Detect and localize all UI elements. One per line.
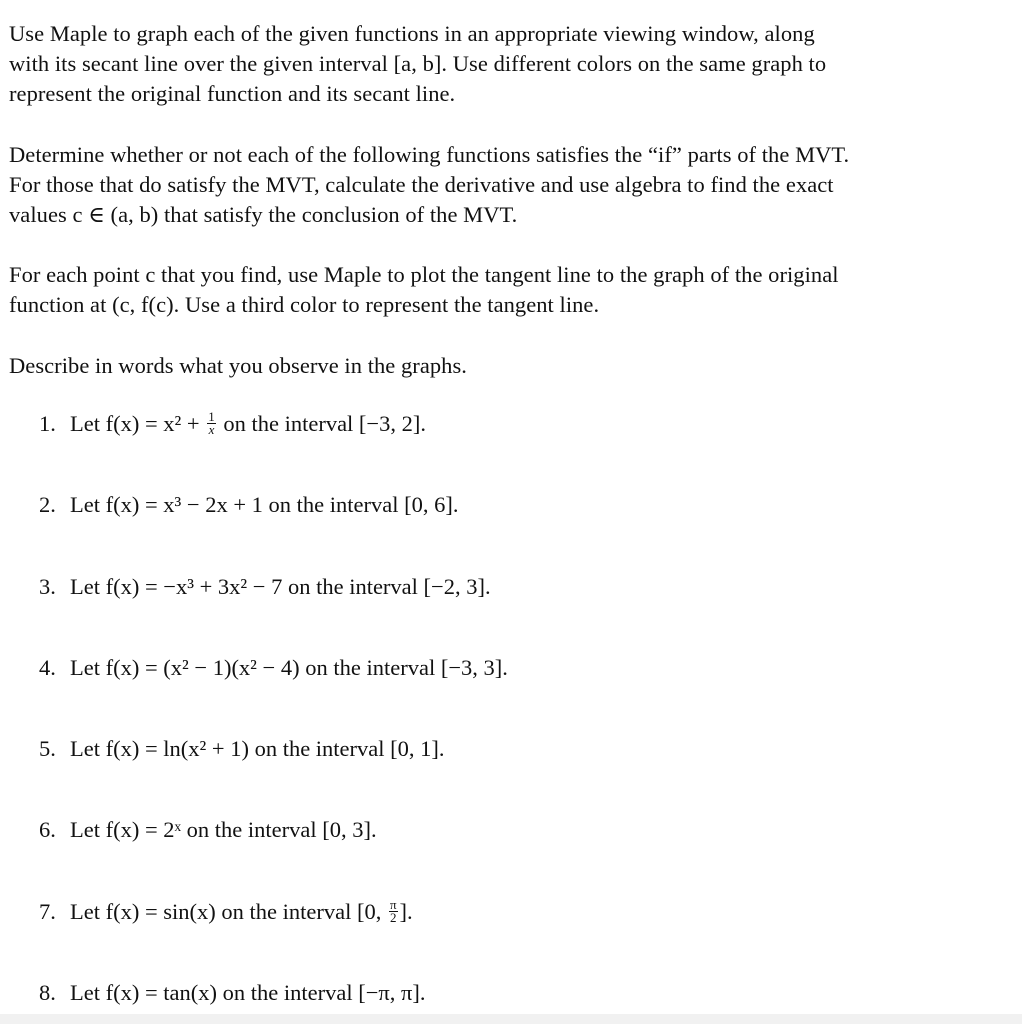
problem-number: 6. xyxy=(39,817,56,842)
problem-item-3 xyxy=(39,572,491,602)
problem-item-5 xyxy=(39,734,445,764)
problem-number: 5. xyxy=(39,736,56,761)
problem-text-lead: Let f(x) = x² + xyxy=(70,411,206,436)
problem-number: 1. xyxy=(39,411,56,436)
intro-p4-line-1: Describe in words what you observe in the graphs. xyxy=(9,353,467,378)
problem-text: Let f(x) = (x² − 1)(x² − 4) on the interval [−3, 3]. xyxy=(70,655,508,680)
problem-item-8 xyxy=(39,978,425,1008)
intro-paragraph-3 xyxy=(9,260,999,320)
fraction xyxy=(389,899,398,924)
problem-number: 7. xyxy=(39,899,56,924)
problem-number: 8. xyxy=(39,980,56,1005)
intro-paragraph-2 xyxy=(9,140,999,230)
intro-p2-line-2: For those that do satisfy the MVT, calculate the derivative and use algebra to find the exact xyxy=(9,172,834,197)
fraction-denominator: 2 xyxy=(390,910,397,926)
page-bottom-band xyxy=(0,1014,1022,1024)
problem-item-2 xyxy=(39,490,458,520)
intro-p3-line-2: function at (c, f(c). Use a third color to represent the tangent line. xyxy=(9,292,600,317)
problem-number: 3. xyxy=(39,574,56,599)
problem-item-1 xyxy=(39,409,426,439)
fraction xyxy=(207,411,216,436)
problem-number: 4. xyxy=(39,655,56,680)
problem-number: 2. xyxy=(39,492,56,517)
problem-text-tail: ]. xyxy=(399,899,413,924)
problem-text: Let f(x) = tan(x) on the interval [−π, π]. xyxy=(70,980,426,1005)
problem-text-lead: Let f(x) = sin(x) on the interval [0, xyxy=(70,899,387,924)
intro-p1-line-2: with its secant line over the given interval [a, b]. Use different colors on the same graph to xyxy=(9,51,827,76)
intro-paragraph-4 xyxy=(9,351,999,381)
fraction-numerator: 1 xyxy=(208,409,215,425)
problem-text: Let f(x) = −x³ + 3x² − 7 on the interval [−2, 3]. xyxy=(70,574,491,599)
intro-p3-line-1: For each point c that you find, use Maple to plot the tangent line to the graph of the original xyxy=(9,262,839,287)
problem-text-tail: on the interval [−3, 2]. xyxy=(217,411,426,436)
intro-p1-line-3: represent the original function and its secant line. xyxy=(9,81,456,106)
problem-item-4 xyxy=(39,653,508,683)
problem-text: Let f(x) = 2ˣ on the interval [0, 3]. xyxy=(70,817,377,842)
intro-p1-line-1: Use Maple to graph each of the given functions in an appropriate viewing window, along xyxy=(9,21,815,46)
intro-paragraph-1 xyxy=(9,19,999,109)
problem-text: Let f(x) = ln(x² + 1) on the interval [0, 1]. xyxy=(70,736,445,761)
intro-p2-line-3: values c ∈ (a, b) that satisfy the conclusion of the MVT. xyxy=(9,202,518,227)
problem-item-6 xyxy=(39,815,377,845)
fraction-denominator: x xyxy=(208,422,215,438)
fraction-numerator: π xyxy=(389,897,397,913)
problem-text: Let f(x) = x³ − 2x + 1 on the interval [0, 6]. xyxy=(70,492,459,517)
intro-p2-line-1: Determine whether or not each of the following functions satisfies the “if” parts of the MVT. xyxy=(9,142,850,167)
problem-item-7 xyxy=(39,897,413,927)
